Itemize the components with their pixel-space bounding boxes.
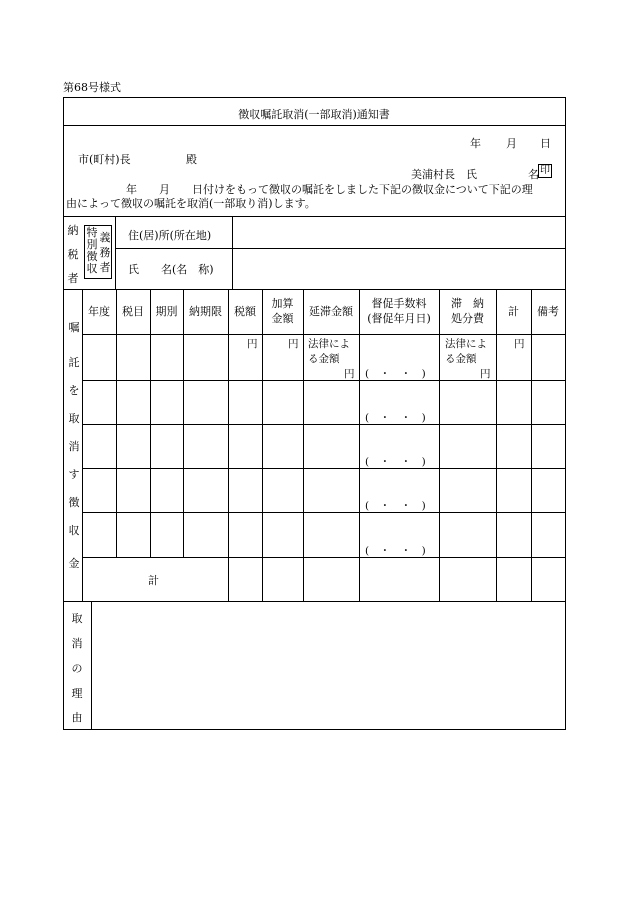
body-line-2: 由によって徴収の嘱託を取消(一部取り消)します。 (66, 197, 316, 210)
table-bottom-divider (64, 601, 565, 602)
side-label-7: 徴 (68, 496, 80, 509)
duty-label-1: 義 (99, 231, 111, 244)
reason-label-4: 理 (71, 687, 83, 700)
side-label-3: を (68, 384, 80, 397)
yen-unit-total: 円 (514, 338, 525, 350)
delinquent-bylaw-2: る金額 (308, 353, 340, 365)
demand-date-row-2: ( ・ ・ ) (365, 412, 426, 424)
disposal-bylaw-1: 法律によ (445, 338, 487, 350)
taxpayer-mid-divider (115, 248, 565, 249)
yen-unit-tax: 円 (247, 338, 258, 350)
body-line-1: 年 月 日付けをもって徴収の嘱託をしました下記の徴収金について下記の理 (126, 183, 533, 196)
col-line-6 (303, 289, 304, 601)
row-line-4 (82, 512, 565, 513)
special-label-1: 特 (86, 226, 98, 239)
taxpayer-vline-1 (115, 216, 116, 289)
header-tax-item: 税目 (122, 305, 144, 318)
side-label-5: 消 (68, 440, 80, 453)
reason-label-3: の (71, 662, 83, 675)
header-demand-fee: 督促手数料 (371, 297, 427, 310)
header-added-1: 加算 (271, 297, 294, 310)
header-added-2: 金額 (271, 312, 294, 325)
total-row-label: 計 (148, 574, 159, 587)
yen-unit-added: 円 (288, 338, 299, 350)
header-delinquent: 延滞金額 (309, 305, 353, 318)
taxpayer-vline-2 (232, 216, 233, 289)
duty-label-3: 者 (99, 261, 111, 274)
reason-label-2: 消 (71, 637, 83, 650)
header-remarks: 備考 (537, 305, 559, 318)
col-line-9 (496, 289, 497, 601)
col-line-2 (150, 289, 151, 557)
date-month: 月 (506, 137, 517, 150)
seal-stamp-box (538, 164, 552, 178)
header-disposal-2: 処分費 (451, 312, 484, 325)
title-divider (64, 125, 565, 126)
taxpayer-label-3: 者 (67, 272, 79, 285)
header-year: 年度 (88, 305, 110, 318)
col-line-3 (183, 289, 184, 557)
side-label-1: 嘱 (68, 321, 80, 334)
col-line-4 (228, 289, 229, 601)
header-deadline: 納期限 (189, 305, 222, 318)
taxpayer-label-2: 税 (67, 248, 79, 261)
yen-unit-delinquent: 円 (344, 368, 355, 380)
header-period: 期別 (155, 305, 178, 318)
sender-name: 美浦村長 氏 (411, 168, 477, 181)
special-label-2: 別 (86, 238, 98, 251)
col-line-5 (262, 289, 263, 601)
row-line-header (82, 334, 565, 335)
col-line-10 (531, 289, 532, 601)
row-line-5 (82, 557, 565, 558)
side-label-2: 託 (68, 356, 80, 369)
row-line-2 (82, 424, 565, 425)
side-label-6: す (68, 468, 80, 481)
demand-date-row-5: ( ・ ・ ) (365, 545, 426, 557)
form-number: 第68号様式 (63, 81, 121, 94)
date-day: 日 (540, 137, 551, 150)
row-line-1 (82, 380, 565, 381)
taxpayer-top-divider (64, 216, 565, 217)
reason-label-5: 由 (71, 711, 83, 724)
col-line-7 (359, 289, 360, 601)
demand-date-row-4: ( ・ ・ ) (365, 500, 426, 512)
addressee-mayor: 市(町村)長 (78, 153, 131, 166)
name-label: 氏 名(名 称) (128, 263, 214, 276)
col-line-side (82, 289, 83, 601)
seal-label: 印 (540, 165, 550, 176)
row-line-3 (82, 468, 565, 469)
demand-date-row-1: ( ・ ・ ) (365, 368, 426, 380)
special-label-3: 徴 (86, 250, 98, 263)
delinquent-bylaw-1: 法律によ (308, 338, 350, 350)
notice-form (63, 97, 566, 730)
header-disposal-1: 滞 納 (451, 297, 484, 310)
reason-label-1: 取 (71, 612, 83, 625)
demand-date-row-3: ( ・ ・ ) (365, 456, 426, 468)
taxpayer-label-1: 納 (67, 224, 79, 237)
side-label-8: 収 (68, 524, 80, 537)
side-label-9: 金 (68, 557, 80, 570)
header-demand-date: (督促年月日) (367, 312, 431, 325)
header-tax-amount: 税額 (234, 305, 256, 318)
duty-label-2: 務 (99, 246, 111, 259)
reason-divider (91, 601, 92, 729)
addressee-honorific: 殿 (186, 153, 197, 166)
col-line-8 (439, 289, 440, 601)
special-label-4: 収 (86, 262, 98, 275)
sender-name-suffix: 名 (528, 168, 539, 181)
address-label: 住(居)所(所在地) (128, 229, 212, 242)
col-line-1 (116, 289, 117, 557)
disposal-bylaw-2: る金額 (445, 353, 477, 365)
table-top-divider (64, 289, 565, 290)
date-year: 年 (470, 137, 481, 150)
form-title: 徴収嘱託取消(一部取消)通知書 (238, 108, 390, 121)
side-label-4: 取 (68, 412, 80, 425)
header-total: 計 (508, 305, 519, 318)
yen-unit-disposal: 円 (480, 368, 491, 380)
